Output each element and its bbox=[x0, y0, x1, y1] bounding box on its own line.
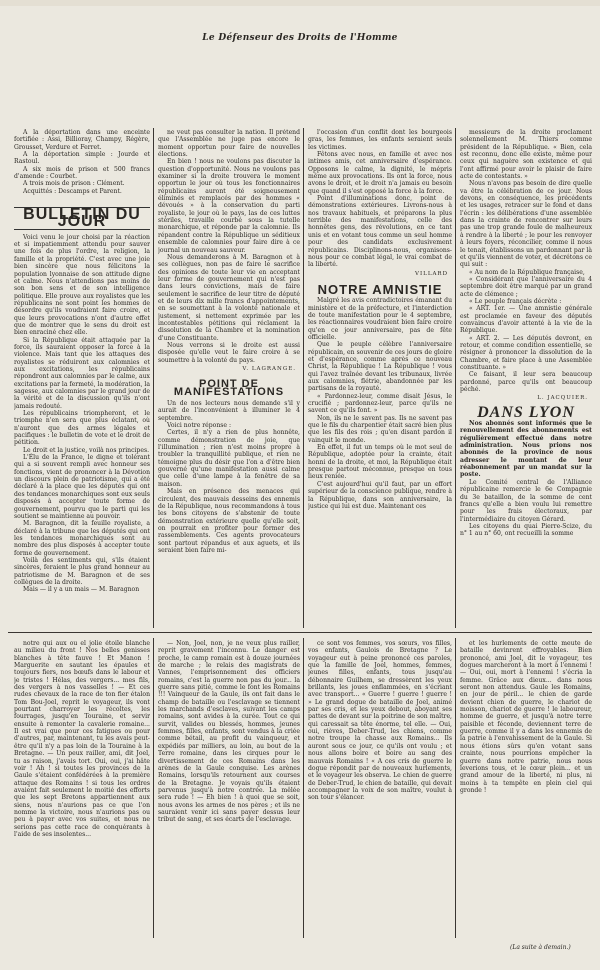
signature: L. JACQUIER. bbox=[537, 395, 588, 402]
feuilleton-text: ce sont vos femmes, vos sœurs, vos filles, vos enfants, Gaulois de Bretagne ? Le voyageur eut à peine prononcé ces paroles, que la famille de Joel, hommes, femmes, jeunes filles, enfants, tous jusqu'au débonnaire Guilhem, se dressèrent les yeux brillants, les joues enflammées, en s'écriant avec transport... « Guerre ! guerre ! guerre ! » Le grand dogue de bataille de Joel, animé par ses cris, et les yeux debout, aboyant ses pattes de devant sur la poitrine de son maître, qui caressait sa tête énorme, tel elle. — Oui, oui, rièves, Deber-Trud, les chiens, comme notre troupe la chasse aux Romains... Ils auront sous ce jour, ce qu'ils ont voulu ; et nous allons boire et boire au sang des mauvais Romains ! « A ces cris de guerre le dogue répondit par de nouveaux hurlements, et le voyageur les observa. Le chien de guerre de Deber-Trud, le chien de bataille, qui devait accompagner la voix de son maître, voulut à son tour s'élancer. bbox=[308, 640, 452, 802]
paragraph: l'occasion d'un conflit dont les bourgeois gras, les femmes, les enfants seraient seuls les victimes. bbox=[308, 129, 452, 151]
column-rule bbox=[303, 128, 304, 628]
deport-line: A la déportation simple : Jourde et Rastoul. bbox=[14, 151, 150, 166]
feuilleton-text: notre qui aux ou el jolie étoile blanche au milieu du front ! Nos belles genisses blanches à tête fauve ! Et Manon ! Marguerite en sautant les épaules et toujours fiers, nos bœufs dans le labour et je tristes ! Hélas, des vergers... mes fils, des vergers à nos vasselles ! — Et ces rudes chevaux de la race de ton fier étalon Tom Bou-Joel, reprit le voyageur, ils vont pourtant charroyer les récoltes, les fourrages, jusqu'en Touraine, et servir ensuite à remonter la cavalerie romaine... Il est vrai que pour ces fatigues ou pour d'autres, par, maintenant, tu les avais peut-être qu'il n'y a pas loin de la Touraine à la Bretagne. — Un peux railler, ami, dit Joel, tu as raison, j'avais tort. Oui, oui, j'ai hâte voir ! Ah ! si toutes les provinces de la Gaule s'étaient confédérées à la première attaque des Romains ! si tous les ordres avaient fait seulement le moitié des efforts que les sept Bretons appartiennent aux siens, nous n'aurions pas ce que l'on nomme la victoire, nous n'aurions pas ou peu à payer avec vos suites, et nous ne serions pas cette race de conquérants à l'aide de ses insolentes... bbox=[14, 640, 150, 838]
running-title: Le Défenseur des Droits de l'Homme bbox=[202, 33, 398, 43]
paragraph: Nous verrons si le droite est aussi disposée qu'elle veut le faire croire à se soumettre à la volonté du pays. bbox=[158, 341, 300, 364]
paragraph: Voici notre réponse : bbox=[167, 422, 231, 430]
feuilleton-column-1 bbox=[14, 640, 150, 940]
deport-line: A la déportation dans une enceinte fortifiée : Assi, Billioray, Champy, Régère, Grousset, Verdure et Ferret. bbox=[14, 129, 150, 151]
paragraph: Voici venu le jour choisi par la réaction et si impatiemment attendu pour sauver une fois de plus l'ordre, la religion, la famille et la propriété. C'est avec une joie bien sincère que nous félicitons la population lyonnaise de son attitude digne et calme. Nous n'attendions pas moins de son bon sens et de son intelligence politique. Elle prouve aux royalistes que les républicains ne sont point les hommes de désordre qu'ils voudraient faire croire, et que leurs provocations n'ont d'autre effet que de montrer que le sens du droit est bien enraciné chez elle. bbox=[14, 233, 150, 337]
column-3 bbox=[308, 129, 452, 629]
deport-line: A trois mois de prison : Clément. bbox=[23, 180, 125, 188]
bulletin-heading: BULLETIN DU JOUR bbox=[14, 207, 150, 230]
paragraph: M. Baragnon, dit la feuille royaliste, a déclaré à la tribune que les députés qui ont les tendances monarchiques sont au nombre des plus disposés à accepter toute forme de gouvernement. bbox=[14, 520, 150, 557]
paragraph: Le droit et la justice, voilà nos principes. bbox=[23, 446, 150, 454]
paragraph: messieurs de la droite proclament solennellement M. Thiers comme président de la République. « Bien, cela est reconnu, donc elle existe, même pour ceux qui naguère son existence et qui l'ont affirmé pour avoir le plaisir de faire acte de contestants. » bbox=[460, 129, 592, 181]
deport-line: Acquittés : Descamps et Parent. bbox=[23, 187, 122, 195]
paragraph: Fêtons avec nous, en famille et avec nos intimes amis, cet anniversaire d'espérance. Opposons le calme, la dignité, le mépris même aux provocations. Ils ont la force, nous avons le droit, et le droit n'a jamais eu besoin que quand il s'est opposé la force à la force. bbox=[308, 151, 452, 195]
feuilleton-column-2 bbox=[158, 640, 300, 940]
lyon-heading: DANS LYON bbox=[477, 403, 575, 421]
signature: VILLARD bbox=[415, 270, 448, 277]
paragraph: Si la République était attaquée par la force, ils sauraient opposer la force à la violence. Mais tant que les attaques des royalistes se réduiront aux calomnies et aux excitations, les républicains répondront aux calomnies par le calme, aux excitations par la fermeté, la modération, la sagesse, aux calomnies par le grand jour de la vérité et de la discussion qu'ils n'ont jamais redouté. bbox=[14, 336, 150, 410]
column-rule bbox=[303, 638, 304, 938]
decree-line: « Au nom de la République française, bbox=[469, 268, 585, 276]
decree-line: « ART. 2. — Les députés devront, en retour, et comme condition essentielle, se résigner à prononcer la dissolution de la Chambre, et faire place à une Assemblée constituante. » bbox=[460, 334, 592, 371]
paragraph: Ce faisant, il leur sera beaucoup pardonné, parce qu'ils ont beaucoup péché. bbox=[460, 371, 592, 394]
decree-line: « Considérant que l'anniversaire du 4 septembre doit être marqué par un grand acte de clémence ; bbox=[460, 275, 592, 298]
paragraph: L'Élu de la France, le digne et tolérant qui a si souvent rempli avec honneur ses fonctions, vient de prononcer à la Dévotion un discours plein de patriotisme, qui a été déclaré à la place que les députés qui ont des tendances monarchiques sont eux seuls disposés à accepter toute forme de gouvernement, pourvu que le parti qui les soutient se maintienne au pouvoir. bbox=[14, 454, 150, 520]
column-2 bbox=[158, 129, 300, 629]
paragraph: Le Comité central de l'Alliance républicaine remercie le 6e Compagnie du 3e bataillon, de la somme de cent francs qu'elle a bien voulu lui remettre pour les frais électoraux, par l'intermédiaire du citoyen Gérard. bbox=[460, 478, 592, 523]
paragraph: Mais — il y a un mais — M. Baragnon bbox=[23, 586, 140, 594]
manifestations-heading: POINT DE MANIFESTATIONS bbox=[173, 378, 285, 398]
paragraph: Nous demanderons à M. Baragnon et à ses collègues, non pas de faire le sacrifice des opinions de toute leur vie en acceptant leur forme de gouvernement qui n'est pas dans leurs convictions, mais de faire seulement le sacrifice de leur titre de député et de leurs dix mille francs d'appointements, en se soumettant à la volonté nationale et justement, si nettement exprimée par les incontestables pétitions qui réclament la dissolution de la Chambre et la nomination d'une Constituante. bbox=[158, 253, 300, 342]
deport-line: A six mois de prison et 500 francs d'amende : Courbet. bbox=[14, 165, 150, 181]
column-4 bbox=[460, 129, 592, 629]
notice: Nos abonnés sont informés que le renouvellement des abonnements est régulièrement effectué dans notre administration. Nous prions nos abonnés de la province de nous adresser le montant de leur réabonnement par un mandat sur la poste. bbox=[460, 420, 592, 479]
feuilleton-column-4 bbox=[460, 640, 592, 940]
column-rule bbox=[455, 638, 456, 938]
paragraph: Voilà des sentiments qui, s'ils étaient sincères, feraient le plus grand honneur au patriotisme de M. Baragnon et de ses collègues de la droite. bbox=[14, 556, 150, 586]
paragraph: Mais en présence des menaces qui circulent, des mauvais desseins des ennemis de la République, nous recommandons à tous les bons citoyens de s'abstenir de toute démonstration extérieure quelle qu'elle soit, on pourrait en profiter pour former des rassemblements. Ces agents provocateurs sont partout répandus et aux aguets, et ils seraient bien faire mi- bbox=[158, 488, 300, 554]
paragraph: C'est aujourd'hui qu'il faut, par un effort supérieur de la conscience publique, rendre à la République, dans son anniversaire, la justice qui lui est due. Maintenant ces bbox=[308, 480, 452, 510]
paragraph: Que le peuple célèbre l'anniversaire républicain, en souvenir de ces jours de gloire et d'espérance, comme après ce nouveau Christ, la République ! La République ! vous qui l'avez traînée devant les tribunaux, livrée aux calomnies, flétrie, abandonnée par les partisans de la royauté. bbox=[308, 341, 452, 393]
paragraph: Les républicains triompheront, et le triomphe n'en sera que plus éclatant, où n'auront que des armes légales et pacifiques : le bulletin de vote et le droit de pétition. bbox=[14, 410, 150, 447]
feuilleton-rule bbox=[8, 632, 592, 633]
paragraph: Certes, il n'y a rien de plus honnête, comme démonstration de joie, que l'illumination ; rien n'est moins propre à troubler la tranquillité publique, et rien ne témoigne plus du désir que l'on a d'être bien gouverné qu'une manifestation aussi calme que celle d'une lampe à la fenêtre de sa maison. bbox=[158, 429, 300, 488]
paragraph: En effet, il fut un temps où le mot seul de République, adoptée pour la crainte, était honni de la droite, et moi, la République était presque partout méconnue, presque en tous lieux reniée. bbox=[308, 444, 452, 481]
paragraph: Les citoyens du quai Pierre-Scize, du n° 1 au n° 60, ont recueilli la somme bbox=[460, 522, 592, 538]
feuilleton-text: et les hurlements de cette meute de bataille devinrent effroyables. Bien prononcé, ami Joel, dit le voyageur, tes dogues marcheront à la mort à l'ennemi ! — Oui, oui, mort à l'ennemi ! s'écria la femme. Grâce aux dieux... dans nous seront non attendus. Gaule les Romains, en jour de péril... le chien de garde devient chien de guerre, le chariot de moisson, chariot de guerre ! le laboureur, homme de guerre, et jusqu'à notre terre paisible et féconde, deviennent terre de guerre, comme il y a dans les ennemis de la patrie à l'envahissement de la Gaule. Si nous étions sûrs qu'en votant sans crainte, nous pourrions empêcher la guerre dans notre patrie, nous nous leverions tous, et le cœur plein... et un grand amour de la liberté, ni plus, ni moins à ta tempête en plein ciel qui gronde ! bbox=[460, 640, 592, 794]
paragraph: Non, ils ne le savent pas. Ils ne savent pas que le fils du charpentier était sacré bien plus que les fils des rois ; qu'en disant pardon il vainquit le monde. bbox=[308, 414, 452, 444]
suite-note: (La suite à demain.) bbox=[510, 944, 571, 951]
paragraph: Nous n'avons pas besoin de dire quelle va être la célébration de ce jour. Nous devons, en conséquence, les précédents et les usages, retracer sur le fond et dans l'écrin : les délibérations d'une assemblée dans la crainte de rencontrer sur leurs pas une trop grande foule de malheureux à rendre à la liberté ; le pour les renvoyer à leurs foyers, réconcilier, comme il nous le tenait, établissons un pardonnant par là et qu'ils viennent de voter, et décrétons ce qui suit : bbox=[460, 180, 592, 269]
paper-edge bbox=[0, 0, 600, 6]
decree-line: « ART. 1er. — Une amnistie générale est proclamée en faveur des députés convaincus d'avoir attenté à la vie de la République. bbox=[460, 305, 592, 335]
feuilleton-column-3 bbox=[308, 640, 452, 940]
paragraph: Point d'illuminations donc, point de démonstrations extérieures. Livrons-nous à nos travaux habituels, et préparons la plus terrible des manifestations, celle des honnêtes gens, des révolutions, en ce tant unis et en votant tous comme un seul homme pour des candidats exclusivement républicains. Disciplinons-nous, organisons-nous pour ce combat légal, le vrai combat de la liberté. bbox=[308, 195, 452, 269]
paragraph: En bien ! nous ne voulons pas discuter la question d'opportunité. Nous ne voulons pas examiner si la droite trouvera le moment opportun le jour où tous les fonctionnaires républicains auront été soigneusement éliminés et remplacés par des hommes « dévoués » à la conservation du parti royaliste, le jour où le pays, las de ces luttes stériles, travaille courbé sous la tutelle monarchique, et réponde par la calomnie. Ils répandent contre la République un séditieux ensemble de calomnies pour faire dire à ce journal un nouveau sauveur. bbox=[158, 158, 300, 254]
paragraph: Un de nos lecteurs nous demande s'il y aurait de l'inconvénient à illuminer le 4 septembre. bbox=[158, 400, 300, 422]
column-1 bbox=[14, 129, 150, 629]
amnistie-heading: NOTRE AMNISTIE bbox=[317, 281, 443, 297]
column-rule bbox=[153, 128, 154, 628]
paragraph: Malgré les avis contradictoires émanant du ministère et de la préfecture, et l'interdiction de toute manifestation pour le 4 septembre, les réactionnaires voudraient bien faire croire qu'en ce jour anniversaire, pas de fête officielle. bbox=[308, 297, 452, 341]
column-rule bbox=[455, 128, 456, 628]
decree-line: « Le peuple français décrète : bbox=[469, 297, 562, 305]
paragraph: ne veut pas consulter la nation. Il prétend que l'Assemblée ne juge pas encore le moment opportun pour faire de nouvelles élections. bbox=[158, 129, 300, 159]
column-rule bbox=[153, 638, 154, 938]
feuilleton-text: — Non, Joel, non, je ne veux plus railler, reprit gravement l'inconnu. Le danger est proche, le camp romain est à douze journées de marche ; le relais des magistrats de Vannes, l'emprisonnement des officiers romains, c'est la guerre non pas du jour... la guerre sans pitié, comme le font les Romains !!! Vainqueur de la Gaule, ils ont fait dans le champ de bataille ou l'esclavage se tiennent les marchands d'esclaves, suivant les camps romains, sont avides à la curée. Tout ce qui survit, valides ou blessés, hommes, jeunes femmes, filles, enfants, sont vendus à la criée comme bétail, au profit du vainqueur, et expédiés par milliers, au loin, au bout de la Terre romaine, dans les cirques pour le divertissement de ces Romains dans les arènes de la Gaule conquise. Les arènes Romains, lorsqu'ils retournent aux courses de la Bretagne. Je voyais qu'ils étaient parvenus jusqu'à notre contrée. La mêlée sera rude ! — Eh bien ! à quoi que se soit, nous avons les armes de nos pères ; et ils ne sauraient venir ici sans payer dessus leur tribut de sang, et ses écarts de l'esclavage. bbox=[158, 640, 300, 824]
running-head bbox=[0, 0, 600, 44]
signature: V. LAGRANGE. bbox=[242, 366, 296, 372]
paragraph: « Pardonnez-leur, comme disait Jésus, le crucifié ; pardonnez-leur, parce qu'ils ne savent ce qu'ils font. » bbox=[308, 392, 452, 415]
